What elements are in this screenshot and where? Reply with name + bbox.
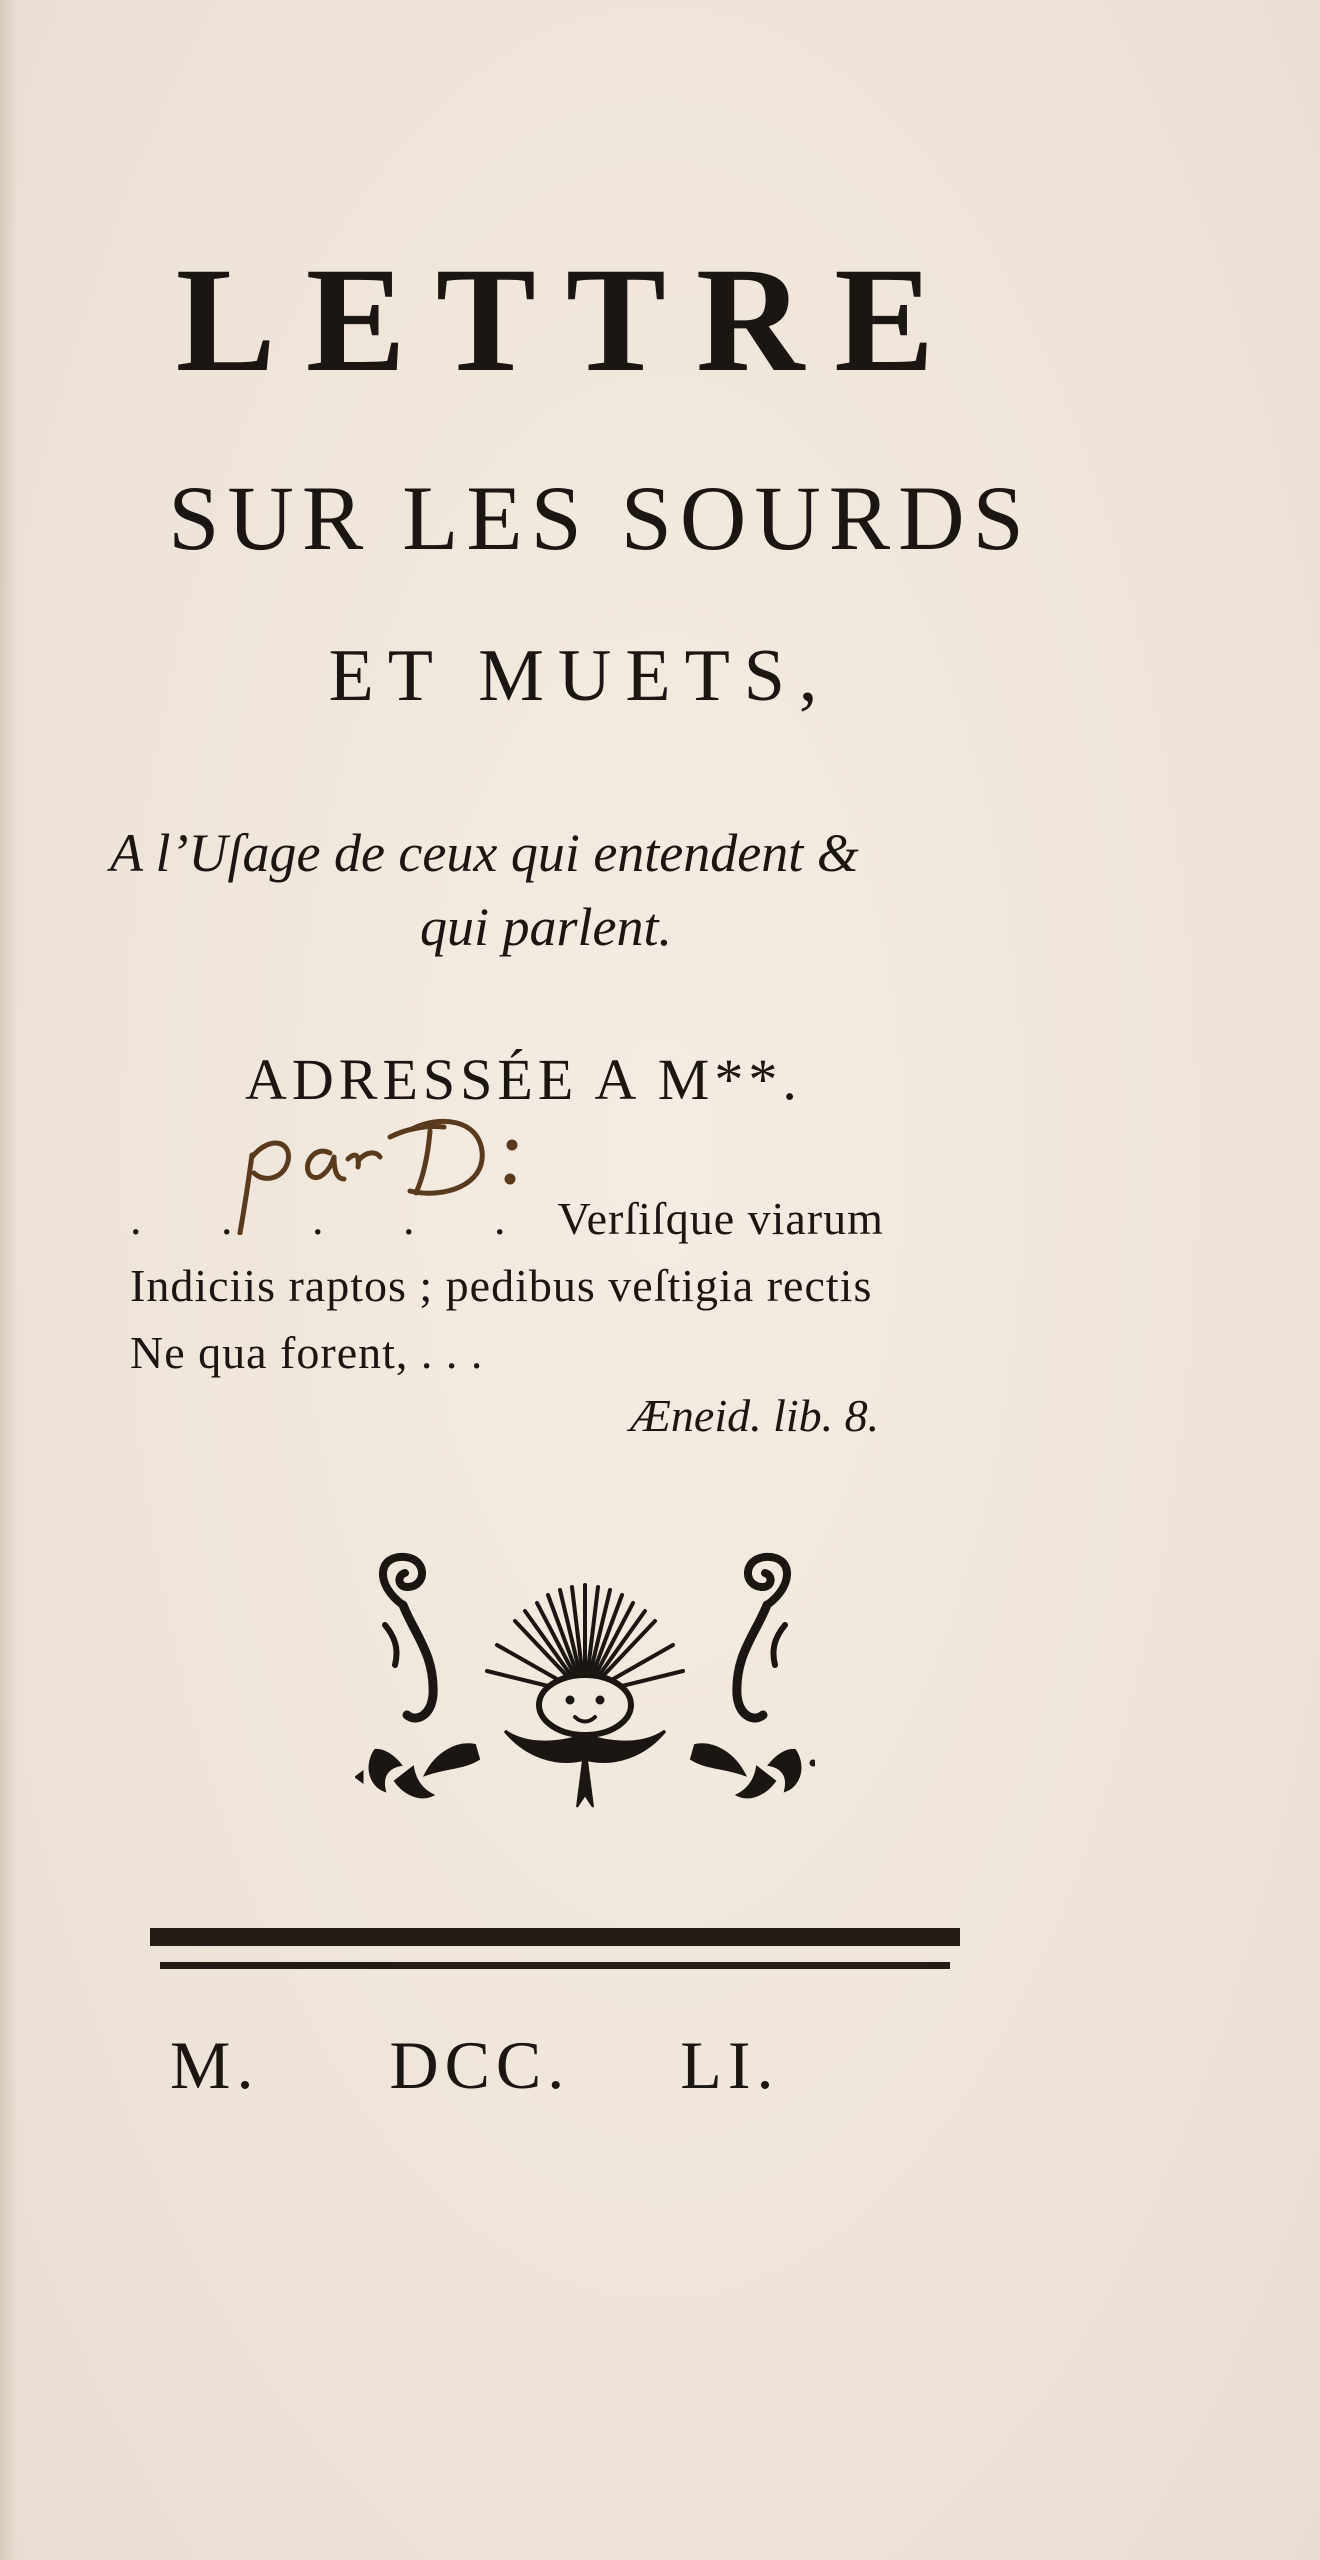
- title-line-3: ET MUETS,: [328, 635, 832, 717]
- epigraph-ellipsis: . . . . .: [130, 1193, 540, 1244]
- title-line-2: SUR LES SOURDS: [168, 467, 1032, 569]
- addressee-line: ADRESSÉE A M**.: [245, 1047, 802, 1112]
- printers-ornament: [355, 1545, 815, 1815]
- subtitle-line-1: A l’Uſage de ceux qui entendent &: [110, 823, 859, 883]
- epigraph-line-1: [130, 1188, 1030, 1250]
- subtitle-line-2: qui parlent.: [420, 897, 672, 957]
- epigraph-text-1: Verſiſque viarum: [557, 1193, 884, 1244]
- epigraph-line-2: Indiciis raptos ; pedibus veſtigia rectis: [130, 1260, 873, 1311]
- epigraph-line-3: Ne qua forent, . . .: [130, 1327, 484, 1378]
- double-rule: [150, 1922, 960, 1984]
- title-line-1: LETTRE: [175, 237, 965, 403]
- date-part-2: DCC.: [389, 2027, 571, 2103]
- publication-date: [170, 2020, 970, 2110]
- epigraph-citation: Æneid. lib. 8.: [630, 1390, 880, 1441]
- date-part-1: M.: [170, 2027, 260, 2103]
- page-edge-shadow: [0, 0, 18, 2560]
- date-part-3: LI.: [680, 2027, 780, 2103]
